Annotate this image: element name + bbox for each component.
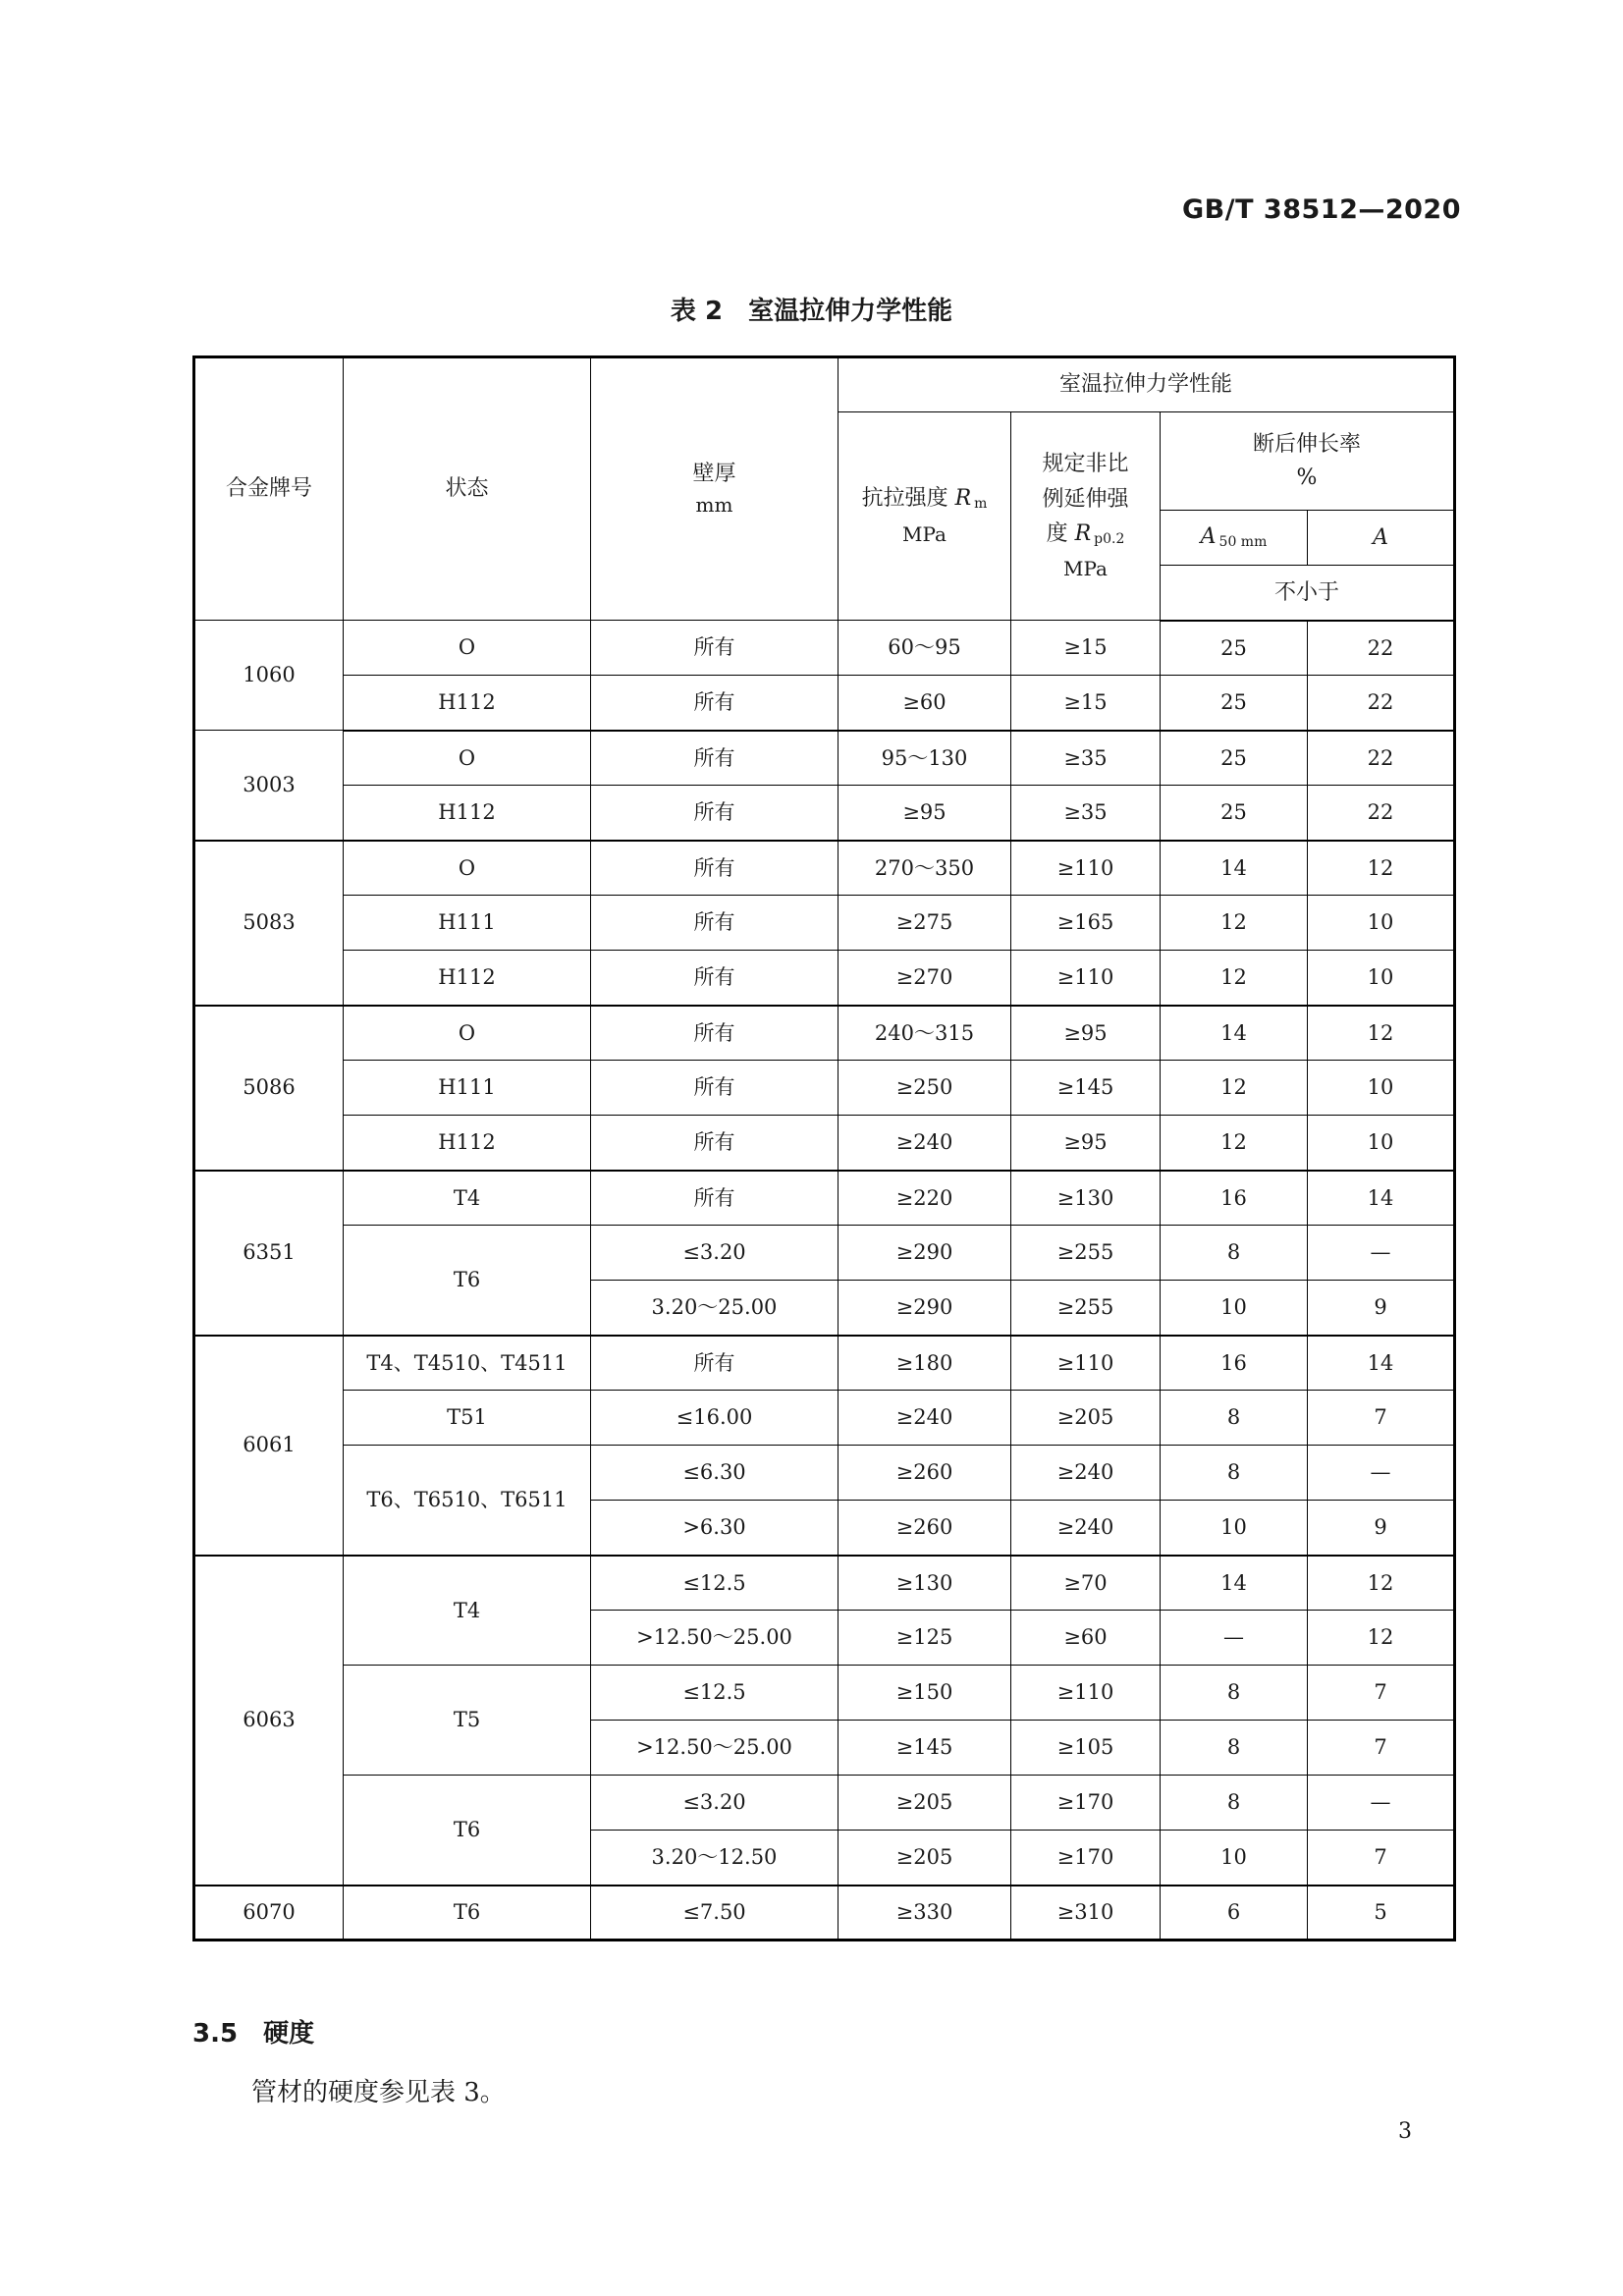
- cell-rm: ≥180: [839, 1336, 1011, 1391]
- cell-thickness: >12.50～25.00: [591, 1611, 839, 1666]
- table-row: [194, 1391, 1455, 1446]
- cell-a: —: [1308, 1446, 1455, 1501]
- cell-a: 5: [1308, 1886, 1455, 1941]
- cell-a: 10: [1308, 1061, 1455, 1116]
- cell-rp: ≥205: [1011, 1391, 1161, 1446]
- table-row: [194, 896, 1455, 951]
- header-temper: 状态: [344, 357, 591, 621]
- cell-thickness: 所有: [591, 951, 839, 1006]
- cell-rp: ≥110: [1011, 1336, 1161, 1391]
- table-caption-title: 室温拉伸力学性能: [748, 297, 953, 326]
- cell-alloy: 6351: [194, 1171, 344, 1336]
- table-row: [194, 1886, 1455, 1941]
- cell-rp: ≥165: [1011, 896, 1161, 951]
- cell-rm: 60～95: [839, 621, 1011, 676]
- cell-a50: 6: [1161, 1886, 1308, 1941]
- cell-rp: ≥110: [1011, 1666, 1161, 1721]
- table-row: [194, 1006, 1455, 1061]
- cell-temper: H111: [344, 1061, 591, 1116]
- cell-a50: 10: [1161, 1831, 1308, 1886]
- table-row: [194, 1116, 1455, 1171]
- cell-a50: 25: [1161, 621, 1308, 676]
- cell-a: 22: [1308, 731, 1455, 786]
- cell-thickness: 所有: [591, 731, 839, 786]
- cell-alloy: 6061: [194, 1336, 344, 1556]
- cell-thickness: ≤6.30: [591, 1446, 839, 1501]
- cell-a: 12: [1308, 841, 1455, 896]
- header-elongation-unit: %: [1296, 465, 1318, 490]
- header-rp-line3: 度 R $_{p0.2}$: [1046, 521, 1125, 548]
- cell-thickness: 所有: [591, 676, 839, 731]
- cell-thickness: ≤7.50: [591, 1886, 839, 1941]
- cell-a50: 12: [1161, 1061, 1308, 1116]
- cell-a: 12: [1308, 1556, 1455, 1611]
- header-elongation-label: 断后伸长率: [1253, 432, 1362, 457]
- cell-rm: 270～350: [839, 841, 1011, 896]
- cell-temper: H112: [344, 1116, 591, 1171]
- header-rm: [839, 412, 1011, 621]
- cell-a: 9: [1308, 1281, 1455, 1336]
- tensile-properties-table: [192, 355, 1456, 1941]
- cell-a: 14: [1308, 1171, 1455, 1226]
- cell-rp: ≥145: [1011, 1061, 1161, 1116]
- cell-temper: O: [344, 621, 591, 676]
- cell-rm: ≥130: [839, 1556, 1011, 1611]
- table-row: [194, 841, 1455, 896]
- cell-thickness: 所有: [591, 841, 839, 896]
- table-row: [194, 731, 1455, 786]
- cell-rp: ≥240: [1011, 1446, 1161, 1501]
- cell-a50: 14: [1161, 1006, 1308, 1061]
- cell-temper: O: [344, 731, 591, 786]
- cell-a50: 12: [1161, 896, 1308, 951]
- cell-a: 22: [1308, 786, 1455, 841]
- cell-a50: 10: [1161, 1281, 1308, 1336]
- cell-temper: T4、T4510、T4511: [344, 1336, 591, 1391]
- cell-temper: T6: [344, 1226, 591, 1336]
- header-rp-line2: 例延伸强: [1042, 486, 1129, 512]
- standard-code: GB/T 38512—2020: [1182, 194, 1461, 225]
- cell-rm: 95～130: [839, 731, 1011, 786]
- cell-a50: 25: [1161, 731, 1308, 786]
- table-row: [194, 951, 1455, 1006]
- cell-rp: ≥240: [1011, 1501, 1161, 1556]
- cell-temper: H112: [344, 951, 591, 1006]
- cell-temper: T6: [344, 1776, 591, 1886]
- cell-a: 14: [1308, 1336, 1455, 1391]
- cell-rp: ≥130: [1011, 1171, 1161, 1226]
- cell-thickness: 所有: [591, 786, 839, 841]
- table-row: [194, 1776, 1455, 1831]
- table-row: [194, 1336, 1455, 1391]
- header-thickness-unit: mm: [695, 493, 733, 518]
- page-number: 3: [1398, 2119, 1412, 2144]
- table-header: [194, 357, 1455, 621]
- header-thickness: [591, 357, 839, 621]
- cell-a: 7: [1308, 1831, 1455, 1886]
- header-alloy: 合金牌号: [194, 357, 344, 621]
- cell-a50: 8: [1161, 1391, 1308, 1446]
- cell-temper: T51: [344, 1391, 591, 1446]
- cell-temper: T6: [344, 1886, 591, 1941]
- cell-a50: —: [1161, 1611, 1308, 1666]
- cell-rp: ≥35: [1011, 786, 1161, 841]
- cell-thickness: 3.20～12.50: [591, 1831, 839, 1886]
- cell-rm: ≥95: [839, 786, 1011, 841]
- cell-a50: 12: [1161, 951, 1308, 1006]
- cell-alloy: 1060: [194, 621, 344, 731]
- cell-temper: H112: [344, 786, 591, 841]
- cell-thickness: ≤16.00: [591, 1391, 839, 1446]
- cell-rp: ≥105: [1011, 1721, 1161, 1776]
- cell-temper: T4: [344, 1171, 591, 1226]
- cell-rm: ≥145: [839, 1721, 1011, 1776]
- cell-a: 7: [1308, 1391, 1455, 1446]
- header-rp-line1: 规定非比: [1042, 452, 1129, 477]
- cell-a: 7: [1308, 1666, 1455, 1721]
- cell-rm: ≥240: [839, 1116, 1011, 1171]
- cell-thickness: ≤3.20: [591, 1226, 839, 1281]
- cell-a50: 8: [1161, 1721, 1308, 1776]
- cell-alloy: 5083: [194, 841, 344, 1006]
- cell-rm: ≥250: [839, 1061, 1011, 1116]
- cell-a50: 8: [1161, 1446, 1308, 1501]
- table-row: [194, 1061, 1455, 1116]
- cell-rp: ≥95: [1011, 1006, 1161, 1061]
- cell-a50: 10: [1161, 1501, 1308, 1556]
- header-a: A: [1308, 511, 1455, 566]
- cell-rp: ≥255: [1011, 1281, 1161, 1336]
- cell-thickness: 所有: [591, 1061, 839, 1116]
- table-row: [194, 1446, 1455, 1501]
- cell-rp: ≥70: [1011, 1556, 1161, 1611]
- cell-rp: ≥95: [1011, 1116, 1161, 1171]
- cell-a: 12: [1308, 1611, 1455, 1666]
- cell-alloy: 5086: [194, 1006, 344, 1171]
- cell-a50: 16: [1161, 1336, 1308, 1391]
- cell-thickness: >12.50～25.00: [591, 1721, 839, 1776]
- header-rp-unit: MPa: [1063, 556, 1108, 580]
- table-caption-number: 表 2: [670, 297, 724, 326]
- table-row: [194, 676, 1455, 731]
- cell-thickness: 所有: [591, 896, 839, 951]
- cell-a: 9: [1308, 1501, 1455, 1556]
- cell-thickness: 所有: [591, 1171, 839, 1226]
- table-row: [194, 1226, 1455, 1281]
- cell-temper: H111: [344, 896, 591, 951]
- cell-rp: ≥15: [1011, 621, 1161, 676]
- header-rm-unit: MPa: [902, 522, 947, 547]
- cell-a: 10: [1308, 1116, 1455, 1171]
- cell-rm: ≥275: [839, 896, 1011, 951]
- table-caption: [0, 291, 1623, 327]
- body-paragraph: 管材的硬度参见表 3。: [251, 2078, 506, 2107]
- cell-rm: ≥290: [839, 1281, 1011, 1336]
- cell-rm: ≥240: [839, 1391, 1011, 1446]
- cell-rp: ≥255: [1011, 1226, 1161, 1281]
- cell-a50: 25: [1161, 676, 1308, 731]
- header-rm-label: 抗拉强度 R $_m$: [861, 485, 988, 512]
- cell-a50: 8: [1161, 1666, 1308, 1721]
- table-row: [194, 1556, 1455, 1611]
- cell-thickness: 3.20～25.00: [591, 1281, 839, 1336]
- section-number: 3.5: [192, 2019, 239, 2049]
- cell-rm: ≥205: [839, 1776, 1011, 1831]
- cell-a50: 25: [1161, 786, 1308, 841]
- cell-rm: ≥260: [839, 1446, 1011, 1501]
- cell-thickness: ≤12.5: [591, 1666, 839, 1721]
- cell-temper: T4: [344, 1556, 591, 1666]
- cell-temper: T6、T6510、T6511: [344, 1446, 591, 1556]
- table-row: [194, 621, 1455, 676]
- cell-rp: ≥60: [1011, 1611, 1161, 1666]
- cell-rm: ≥150: [839, 1666, 1011, 1721]
- header-rp: [1011, 412, 1161, 621]
- cell-rp: ≥15: [1011, 676, 1161, 731]
- cell-rm: ≥260: [839, 1501, 1011, 1556]
- cell-thickness: 所有: [591, 621, 839, 676]
- cell-thickness: ≤12.5: [591, 1556, 839, 1611]
- cell-a: 22: [1308, 621, 1455, 676]
- header-elongation: [1161, 412, 1455, 511]
- cell-a: —: [1308, 1226, 1455, 1281]
- cell-a: 12: [1308, 1006, 1455, 1061]
- cell-temper: O: [344, 1006, 591, 1061]
- section-title: 硬度: [263, 2019, 315, 2049]
- table-body: [194, 621, 1455, 1941]
- header-group: 室温拉伸力学性能: [839, 357, 1455, 412]
- cell-rm: 240～315: [839, 1006, 1011, 1061]
- cell-a: 7: [1308, 1721, 1455, 1776]
- cell-rm: ≥125: [839, 1611, 1011, 1666]
- cell-rp: ≥170: [1011, 1831, 1161, 1886]
- cell-rm: ≥220: [839, 1171, 1011, 1226]
- cell-a50: 14: [1161, 841, 1308, 896]
- cell-a50: 8: [1161, 1776, 1308, 1831]
- cell-alloy: 6070: [194, 1886, 344, 1941]
- cell-a50: 12: [1161, 1116, 1308, 1171]
- cell-rp: ≥35: [1011, 731, 1161, 786]
- cell-rm: ≥290: [839, 1226, 1011, 1281]
- section-heading: [192, 2013, 314, 2050]
- cell-rp: ≥110: [1011, 951, 1161, 1006]
- table-row: [194, 1171, 1455, 1226]
- cell-thickness: 所有: [591, 1006, 839, 1061]
- cell-thickness: 所有: [591, 1336, 839, 1391]
- cell-rm: ≥205: [839, 1831, 1011, 1886]
- cell-temper: T5: [344, 1666, 591, 1776]
- cell-a: —: [1308, 1776, 1455, 1831]
- cell-a50: 8: [1161, 1226, 1308, 1281]
- cell-a: 22: [1308, 676, 1455, 731]
- cell-rp: ≥110: [1011, 841, 1161, 896]
- cell-rm: ≥330: [839, 1886, 1011, 1941]
- header-min-note: 不小于: [1161, 566, 1455, 621]
- cell-rm: ≥270: [839, 951, 1011, 1006]
- cell-rp: ≥310: [1011, 1886, 1161, 1941]
- header-thickness-label: 壁厚: [692, 461, 736, 486]
- cell-rp: ≥170: [1011, 1776, 1161, 1831]
- cell-alloy: 3003: [194, 731, 344, 841]
- cell-a: 10: [1308, 951, 1455, 1006]
- cell-thickness: 所有: [591, 1116, 839, 1171]
- cell-thickness: ≤3.20: [591, 1776, 839, 1831]
- cell-thickness: >6.30: [591, 1501, 839, 1556]
- cell-alloy: 6063: [194, 1556, 344, 1886]
- cell-temper: O: [344, 841, 591, 896]
- cell-temper: H112: [344, 676, 591, 731]
- table-row: [194, 1666, 1455, 1721]
- cell-a50: 14: [1161, 1556, 1308, 1611]
- header-a50: A $_{50 mm}$: [1161, 511, 1308, 566]
- table-row: [194, 786, 1455, 841]
- cell-a50: 16: [1161, 1171, 1308, 1226]
- cell-a: 10: [1308, 896, 1455, 951]
- cell-rm: ≥60: [839, 676, 1011, 731]
